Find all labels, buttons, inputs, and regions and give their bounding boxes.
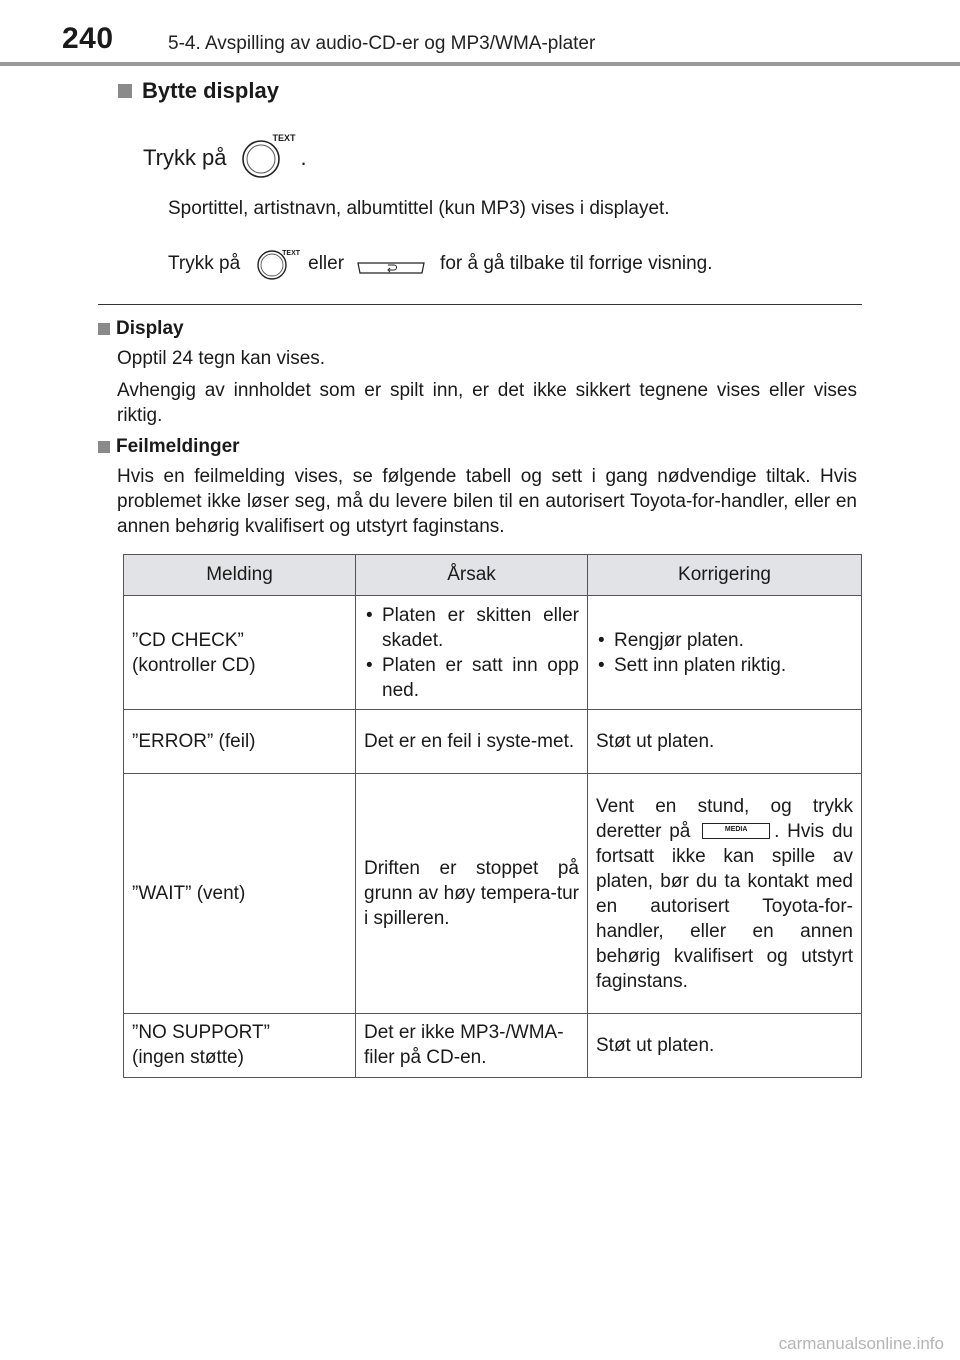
- message-line: (ingen støtte): [132, 1047, 244, 1068]
- cause-item: • Platen er skitten eller skadet.: [364, 603, 579, 653]
- fix-item: • Rengjør platen.: [596, 628, 853, 653]
- fix-pre-text: Vent en stund, og trykk deretter på: [596, 795, 853, 842]
- display-heading-text: Display: [116, 318, 184, 339]
- media-button-label: MEDIA: [724, 826, 748, 834]
- fix-post-text: Hvis du fortsatt ikke kan spille av platen, bør du ta kontakt med en autorisert Toyota-for-handler, eller en annen behørig kvalifisert og utstyrt faginstans.: [596, 820, 853, 992]
- text-knob-label-small: TEXT: [282, 250, 301, 257]
- errors-heading-text: Feilmeldinger: [116, 436, 240, 457]
- heading-square-icon: [118, 84, 132, 98]
- step-pre-text: Trykk på: [143, 145, 227, 170]
- media-button-icon: [702, 823, 770, 839]
- back-button-icon: [356, 257, 426, 269]
- row-message: ”ERROR” (feil): [124, 710, 356, 774]
- row-fix: Vent en stund, og trykk deretter på MEDIA . Hvis du fortsatt ikke kan spille av platen, bør du ta kontakt med en autorisert Toyota-for-handler, eller en annen behørig kvalifisert og utstyrt faginstans.: [588, 774, 862, 1014]
- row-message: [124, 596, 356, 710]
- text-knob-label: TEXT: [272, 133, 296, 143]
- header-message: Melding: [124, 555, 356, 596]
- step-press-text: [143, 135, 307, 181]
- step-post-text: .: [300, 145, 307, 170]
- message-line: ”CD CHECK”: [132, 629, 244, 651]
- header-rule: [0, 62, 960, 66]
- table-row: [124, 596, 862, 710]
- page-header: [0, 0, 960, 70]
- display-text-1: Opptil 24 tegn kan vises.: [117, 348, 326, 369]
- fix-item: • Sett inn platen riktig.: [596, 653, 853, 678]
- row-cause: Driften er stoppet på grunn av høy tempera-tur i spilleren.: [356, 774, 588, 1014]
- row-fix: Støt ut platen.: [588, 1014, 862, 1078]
- back-post-text: for å gå tilbake til forrige visning.: [440, 252, 713, 274]
- header-fix: Korrigering: [588, 555, 862, 596]
- row-cause: [356, 596, 588, 710]
- table-row: [124, 710, 862, 774]
- header-cause: Årsak: [356, 555, 588, 596]
- row-cause: Det er en feil i syste-met.: [356, 710, 588, 774]
- chapter-title: 5-4. Avspilling av audio-CD-er og MP3/WMA-plater: [168, 33, 596, 54]
- back-instruction: [168, 245, 713, 281]
- row-message: [124, 1014, 356, 1078]
- back-mid-text: eller: [308, 252, 345, 274]
- message-line: ”NO SUPPORT”: [132, 1022, 270, 1043]
- heading-square-icon: [98, 441, 110, 453]
- row-message: ”WAIT” (vent): [124, 774, 356, 1014]
- display-text-2: Avhengig av innholdet som er spilt inn, er det ikke sikkert tegnene vises eller vises riktig.: [117, 380, 857, 426]
- error-table: [123, 554, 862, 1078]
- text-knob-icon: [237, 135, 297, 181]
- row-cause: Det er ikke MP3-/WMA-filer på CD-en.: [356, 1014, 588, 1078]
- section-heading-text: Bytte display: [142, 78, 279, 103]
- errors-text: Hvis en feilmelding vises, se følgende tabell og sett i gang nødvendige tiltak. Hvis problemet ikke løser seg, må du levere bilen til en autorisert Toyota-for-handler, eller en annen behørig kvalifisert og utstyrt faginstans.: [117, 466, 857, 537]
- row-fix: [588, 596, 862, 710]
- cause-item: • Platen er satt inn opp ned.: [364, 653, 579, 703]
- watermark: carmanualsonline.info: [778, 1334, 944, 1353]
- row-fix: Støt ut platen.: [588, 710, 862, 774]
- heading-square-icon: [98, 323, 110, 335]
- table-row: [124, 774, 862, 1014]
- section-divider: [98, 304, 862, 305]
- table-header-row: [124, 555, 862, 596]
- display-description: Sportittel, artistnavn, albumtittel (kun MP3) vises i displayet.: [168, 198, 670, 219]
- errors-heading: [98, 436, 240, 458]
- message-line: (kontroller CD): [132, 654, 256, 676]
- section-heading: [118, 78, 279, 104]
- back-pre-text: Trykk på: [168, 252, 241, 274]
- display-heading: [98, 318, 184, 340]
- page-number: 240: [62, 22, 114, 55]
- table-row: [124, 1014, 862, 1078]
- text-knob-icon-small: [252, 245, 302, 281]
